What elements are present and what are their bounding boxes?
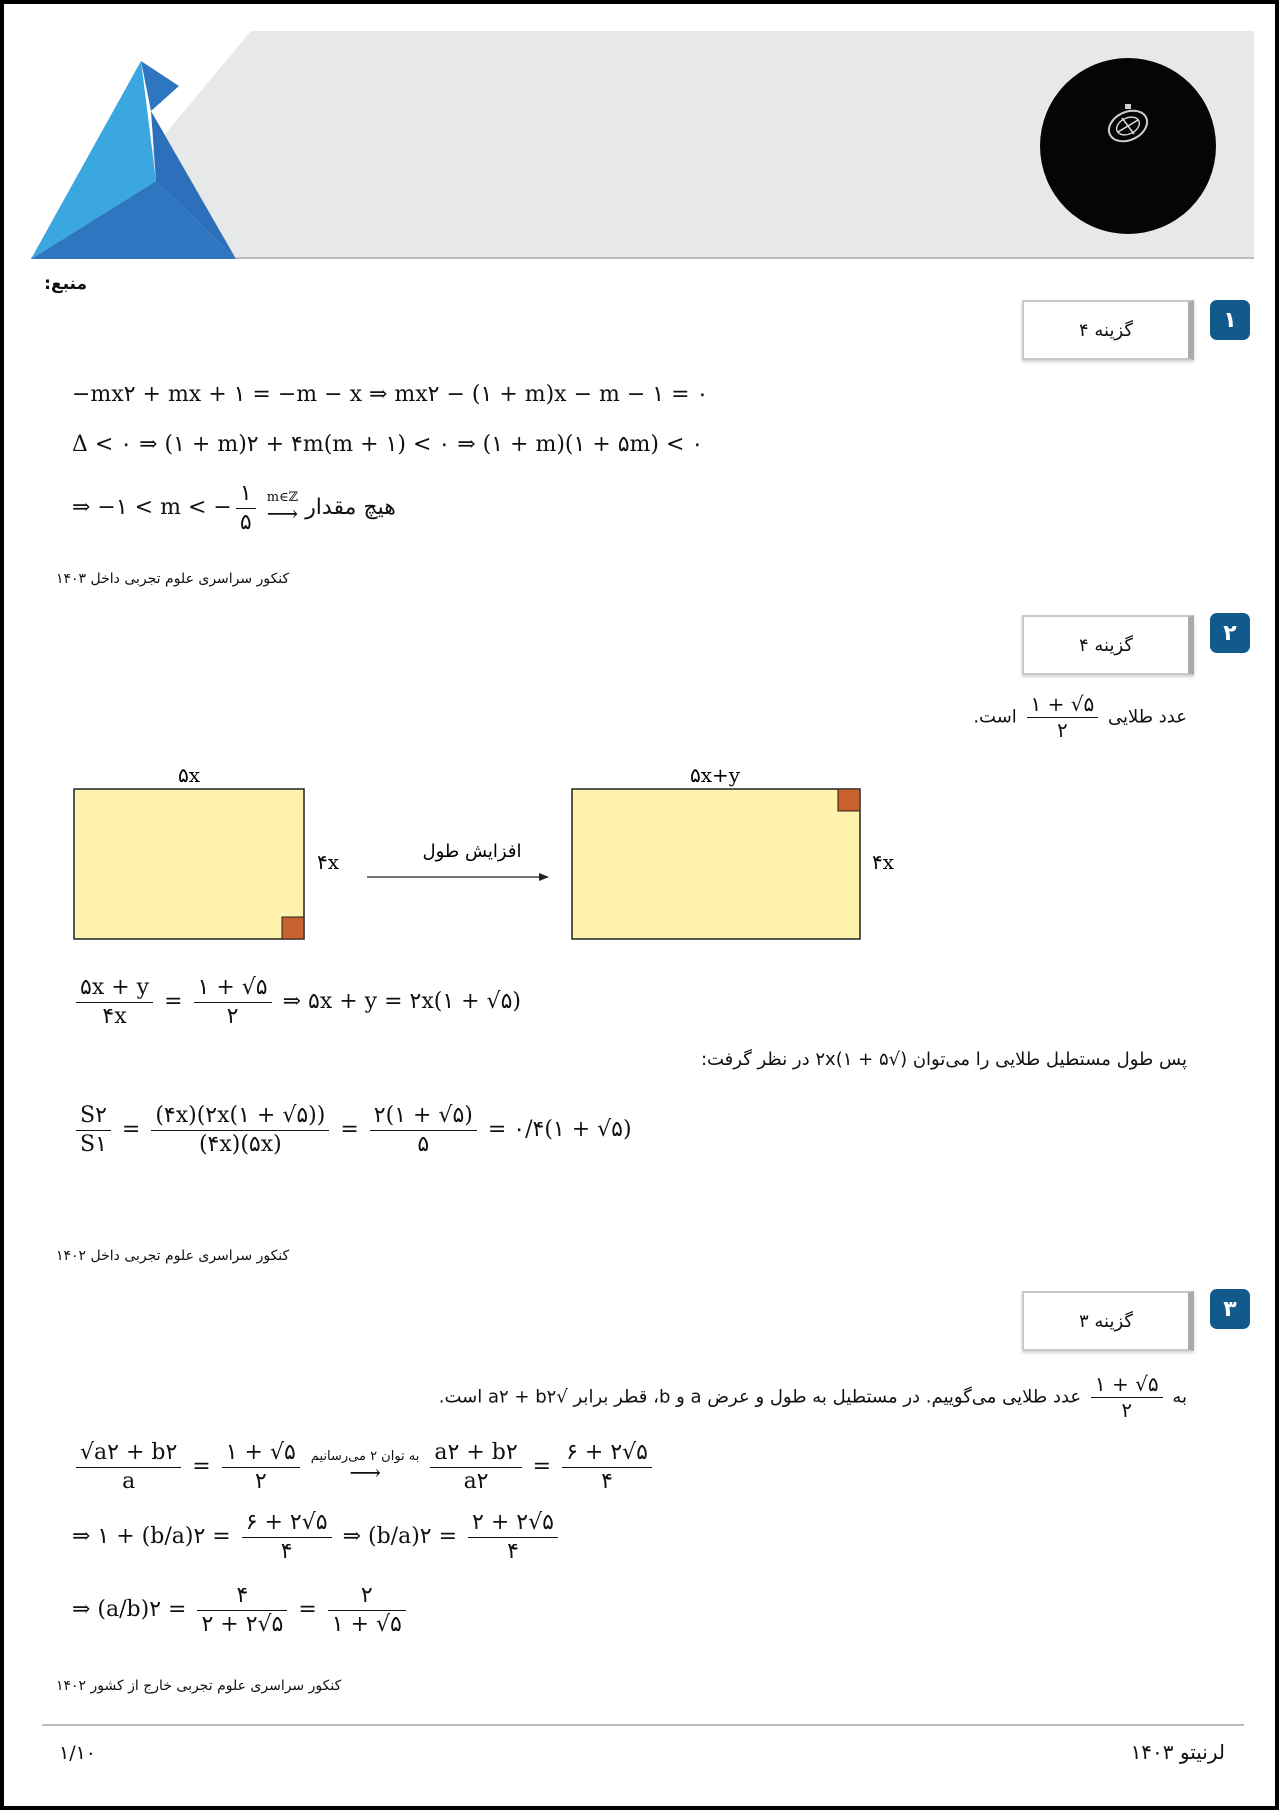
q3-equation-2 bbox=[72, 1509, 562, 1565]
q3-eq2-middle bbox=[242, 1509, 332, 1565]
arrow-label: m∈ℤ bbox=[266, 489, 299, 505]
q2-exam-source: کنکور سراسری علوم تجربی داخل ۱۴۰۲ bbox=[56, 1248, 290, 1264]
q2-eq1-rhs bbox=[194, 974, 272, 1030]
left-right-angle-marker bbox=[282, 917, 304, 939]
q1-eq3-prefix: ⇒ −۱ < m < − bbox=[72, 495, 232, 520]
rectangle-diagram bbox=[64, 759, 924, 963]
q2-intro-post: است. bbox=[973, 706, 1017, 728]
right-rect-top-label: ۵x+y bbox=[689, 763, 741, 787]
q1-arrow bbox=[267, 491, 299, 526]
arrow-head-icon bbox=[539, 873, 549, 881]
q3-eq2-right bbox=[468, 1509, 558, 1565]
fraction-numerator: ۶ + ۲√۵ bbox=[242, 1509, 332, 1538]
fraction-denominator: ۲ + ۲√۵ bbox=[201, 1611, 284, 1637]
q1-equation-2: Δ < ۰ ⇒ (۱ + m)۲ + ۴m(m + ۱) < ۰ ⇒ (۱ + m)(۱ + ۵m) < ۰ bbox=[72, 432, 704, 457]
header-banner bbox=[31, 31, 1254, 259]
fraction-denominator: ۴x bbox=[102, 1003, 127, 1029]
q2-eq2-lhs bbox=[76, 1102, 111, 1158]
fraction-denominator: (۴x)(۵x) bbox=[198, 1131, 282, 1157]
fraction-denominator: a bbox=[122, 1468, 136, 1494]
footer-brand: لرنیتو ۱۴۰۳ bbox=[1130, 1740, 1225, 1764]
fraction-numerator: ۱ bbox=[236, 480, 256, 509]
q3-eq3-prefix: ⇒ (a/b)۲ = bbox=[72, 1597, 187, 1622]
q1-result: هیچ مقدار bbox=[305, 495, 396, 520]
fraction-denominator: ۲ bbox=[226, 1003, 239, 1029]
fraction-numerator: ۵x + y bbox=[76, 974, 153, 1003]
question-number-3: ۳ bbox=[1210, 1289, 1250, 1329]
arrow-label: به توان ۲ می‌رسانیم bbox=[310, 1448, 420, 1464]
q2-eq1-lhs bbox=[76, 974, 153, 1030]
answer-box-3: گزینه ۳ bbox=[1022, 1291, 1194, 1351]
fraction-numerator: ۱ + √۵ bbox=[222, 1439, 300, 1468]
q2-eq2-tail: = ۰/۴(۱ + √۵) bbox=[487, 1117, 632, 1142]
right-right-angle-marker bbox=[838, 789, 860, 811]
arrow-text: افزایش طول bbox=[422, 841, 522, 862]
fraction-denominator: ۵ bbox=[417, 1131, 430, 1157]
fraction-denominator: S۱ bbox=[80, 1131, 107, 1157]
left-rect-top-label: ۵x bbox=[177, 763, 201, 787]
q3-eq1-middle bbox=[222, 1439, 300, 1495]
long-arrow-icon: ⟶ bbox=[349, 1460, 381, 1486]
footer-divider bbox=[42, 1724, 1244, 1726]
fraction-numerator: a۲ + b۲ bbox=[430, 1439, 521, 1468]
q3-eq2-mid: ⇒ (b/a)۲ = bbox=[342, 1524, 458, 1549]
q3-eq1-lhs bbox=[76, 1439, 181, 1495]
q1-equation-1: −mx۲ + mx + ۱ = −m − x ⇒ mx۲ − (۱ + m)x − m − ۱ = ۰ bbox=[72, 382, 709, 407]
fraction-numerator: ۲ + ۲√۵ bbox=[468, 1509, 558, 1538]
answer-box-2: گزینه ۴ bbox=[1022, 615, 1194, 675]
logo-badge bbox=[1040, 58, 1216, 234]
left-rectangle bbox=[74, 789, 304, 939]
fraction-numerator: ۲ bbox=[328, 1582, 406, 1611]
q3-equation-1: $\frac{√a۲ + b۲}{a}$ = $\frac{۱ + √۵}{۲}$ به توان ۲ می‌رسانیم ⟶ $\frac{a۲ + b۲}{a۲}$ = $\frac{۶ + ۲√۵}{۴}$ bbox=[72, 1439, 656, 1495]
fraction-numerator: ۱ + √۵ bbox=[194, 974, 272, 1003]
fraction-denominator: ۴ bbox=[601, 1468, 613, 1494]
q3-equation-3: ⇒ (a/b)۲ = $\frac{۴}{۲ + ۲√۵}$ = $\frac{۲}{۱ + √۵}$ bbox=[72, 1582, 410, 1638]
golden-ratio-fraction bbox=[1027, 692, 1099, 743]
q3-arrow bbox=[311, 1450, 420, 1485]
q2-eq2-right bbox=[370, 1102, 477, 1158]
q1-exam-source: کنکور سراسری علوم تجربی داخل ۱۴۰۳ bbox=[56, 571, 290, 587]
q3-eq1-right2 bbox=[562, 1439, 652, 1495]
fraction-numerator: ۱ + √۵ bbox=[1091, 1372, 1163, 1398]
fraction-numerator: ۲(۱ + √۵) bbox=[370, 1102, 477, 1131]
page-number: ۱/۱۰ bbox=[59, 1742, 97, 1764]
right-rect-side-label: ۴x bbox=[872, 850, 895, 874]
fraction-numerator: ۱ + √۵ bbox=[1027, 692, 1099, 718]
question-number-1: ۱ bbox=[1210, 300, 1250, 340]
q3-eq3-middle bbox=[197, 1582, 287, 1638]
q1-equation-3 bbox=[72, 480, 396, 536]
source-label: منبع: bbox=[44, 274, 87, 294]
q3-intro-pre: به bbox=[1172, 1386, 1187, 1408]
q2-intro-pre: عدد طلایی bbox=[1107, 706, 1187, 728]
question-number-2: ۲ bbox=[1210, 613, 1250, 653]
fraction-denominator: a۲ bbox=[463, 1468, 489, 1494]
fraction-denominator: ۲ bbox=[1057, 718, 1068, 742]
q2-text-2: پس طول مستطیل طلایی را می‌توان (√۵ + ۱)۲x در نظر گرفت: bbox=[700, 1049, 1187, 1070]
fraction-numerator: (۴x)(۲x(۱ + √۵)) bbox=[151, 1102, 329, 1131]
q2-eq2-middle bbox=[151, 1102, 329, 1158]
fraction-numerator: S۲ bbox=[76, 1102, 111, 1131]
q3-intro-post: عدد طلایی می‌گوییم. در مستطیل به طول و عرض a و b، قطر برابر √a۲ + b۲ است. bbox=[438, 1386, 1082, 1408]
q2-eq1-tail: ⇒ ۵x + y = ۲x(۱ + √۵) bbox=[282, 989, 521, 1014]
fraction-numerator: ۴ bbox=[197, 1582, 287, 1611]
fraction-denominator: ۲ bbox=[1121, 1398, 1133, 1422]
fraction-numerator: ۶ + ۲√۵ bbox=[562, 1439, 652, 1468]
q2-equation-1: $\frac{۵x + y}{۴x}$ = $\frac{۱ + √۵}{۲}$ ⇒ ۵x + y = ۲x(۱ + √۵) bbox=[72, 974, 521, 1030]
q3-eq1-right1 bbox=[430, 1439, 521, 1495]
q3-exam-source: کنکور سراسری علوم تجربی خارج از کشور ۱۴۰۲ bbox=[56, 1678, 342, 1694]
fraction-denominator: ۴ bbox=[507, 1538, 519, 1564]
left-rect-side-label: ۴x bbox=[317, 850, 340, 874]
answer-box-1: گزینه ۴ bbox=[1022, 300, 1194, 360]
fraction-denominator: ۱ + √۵ bbox=[331, 1611, 402, 1637]
fraction-denominator: ۲ bbox=[254, 1468, 267, 1494]
q1-eq3-fraction bbox=[236, 480, 256, 536]
long-arrow-icon: ⟶ bbox=[266, 501, 299, 527]
q2-intro bbox=[973, 692, 1187, 743]
right-rectangle bbox=[572, 789, 860, 939]
fraction-denominator: ۴ bbox=[280, 1538, 293, 1564]
q3-intro bbox=[439, 1372, 1187, 1423]
q3-eq3-right bbox=[328, 1582, 406, 1638]
q2-equation-2: $\frac{S۲}{S۱}$ = $\frac{(۴x)(۲x(۱ + √۵))}{(۴x)(۵x)}$ = $\frac{۲(۱ + √۵)}{۵}$ = ۰/۴(۱ + √۵) bbox=[72, 1102, 632, 1158]
fraction-denominator: ۵ bbox=[239, 509, 252, 535]
golden-ratio-fraction bbox=[1091, 1372, 1163, 1423]
q3-eq2-prefix: ⇒ ۱ + (b/a)۲ = bbox=[72, 1524, 231, 1549]
fraction-numerator: √a۲ + b۲ bbox=[76, 1439, 181, 1468]
